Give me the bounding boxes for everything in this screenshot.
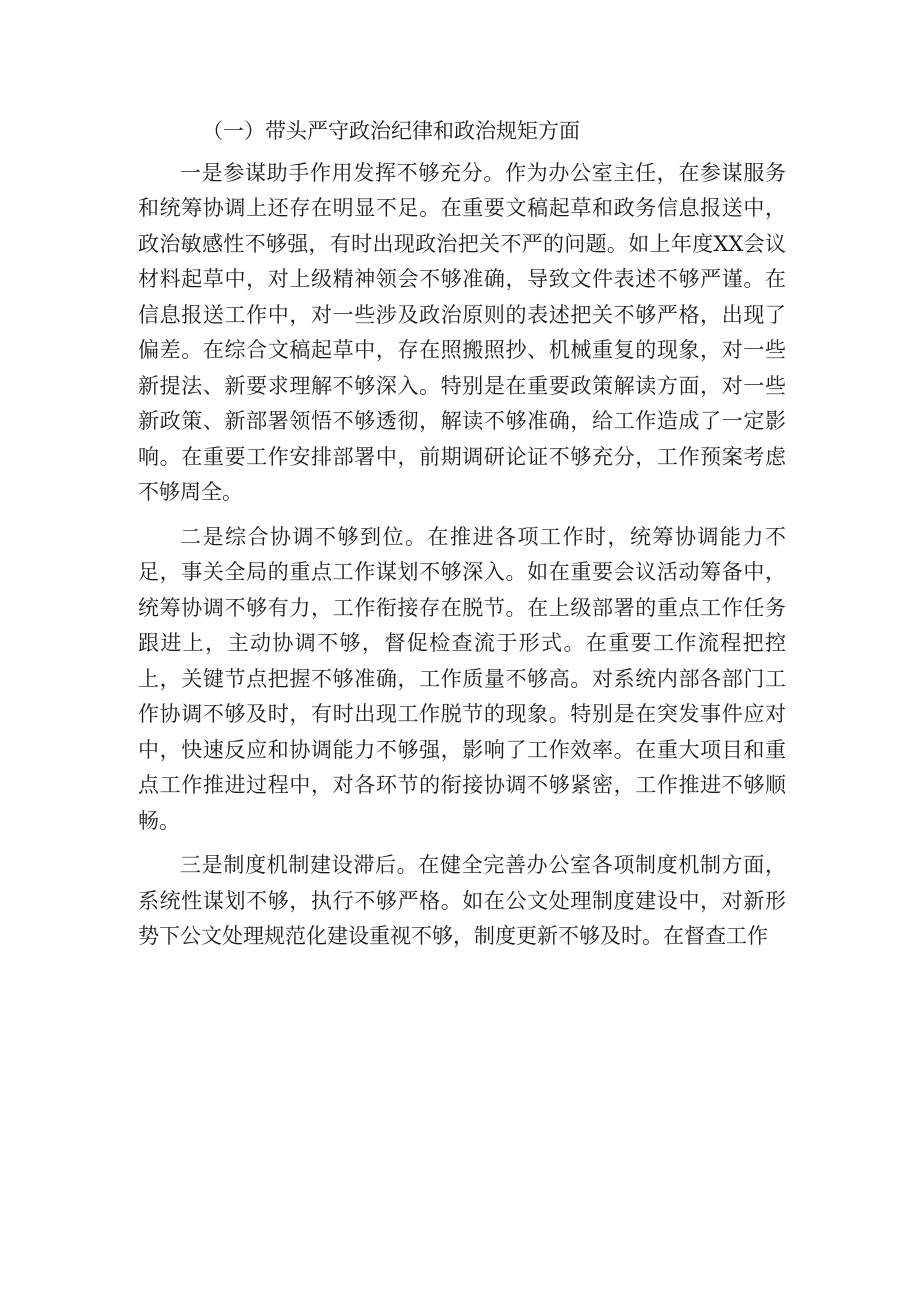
- paragraph-1: 一是参谋助手作用发挥不够充分。作为办公室主任，在参谋服务和统筹协调上还存在明显不足。在重要文稿起草和政务信息报送中，政治敏感性不够强，有时出现政治把关不严的问题。如上年度XX会议材料起草中，对上级精神领会不够准确，导致文件表述不够严谨。在信息报送工作中，对一些涉及政治原则的表述把关不够严格，出现了偏差。在综合文稿起草中，存在照搬照抄、机械重复的现象，对一些新提法、新要求理解不够深入。特别是在重要政策解读方面，对一些新政策、新部署领悟不够透彻，解读不够准确，给工作造成了一定影响。在重要工作安排部署中，前期调研论证不够充分，工作预案考虑不够周全。: [138, 160, 786, 504]
- paragraph-2: 二是综合协调不够到位。在推进各项工作时，统筹协调能力不足，事关全局的重点工作谋划不够深入。如在重要会议活动筹备中，统筹协调不够有力，工作衔接存在脱节。在上级部署的重点工作任务跟进上，主动协调不够，督促检查流于形式。在重要工作流程把控上，关键节点把握不够准确，工作质量不够高。对系统内部各部门工作协调不够及时，有时出现工作脱节的现象。特别是在突发事件应对中，快速反应和协调能力不够强，影响了工作效率。在重大项目和重点工作推进过程中，对各环节的衔接协调不够紧密，工作推进不够顺畅。: [138, 524, 786, 833]
- document-body: [138, 114, 786, 964]
- paragraph-3: 三是制度机制建设滞后。在健全完善办公室各项制度机制方面，系统性谋划不够，执行不够严格。如在公文处理制度建设中，对新形势下公文处理规范化建设重视不够，制度更新不够及时。在督查工作: [138, 853, 786, 948]
- section-heading: （一）带头严守政治纪律和政治规矩方面: [202, 119, 580, 143]
